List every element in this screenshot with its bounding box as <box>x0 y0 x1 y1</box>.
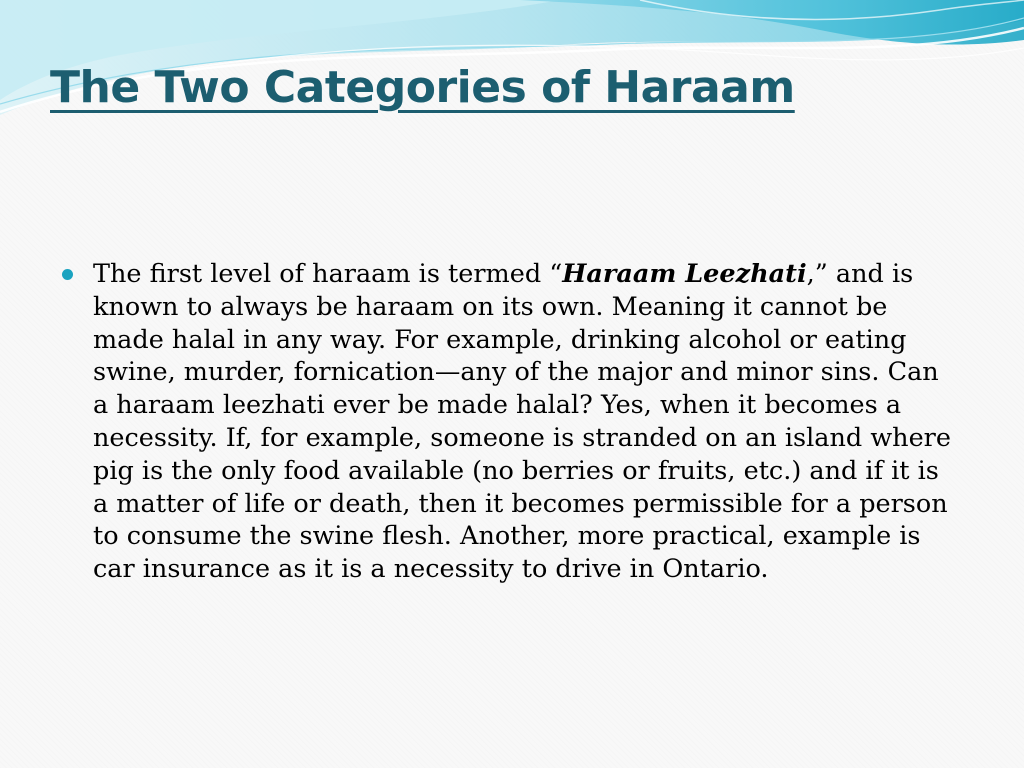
bullet-dot-icon <box>62 269 73 280</box>
bullet-text <box>93 258 959 586</box>
bullet-term: Haraam Leezhati <box>562 259 807 289</box>
slide-title: The Two Categories of Haraam <box>50 62 795 113</box>
bullet-item <box>62 258 962 586</box>
slide-content <box>62 258 962 586</box>
bullet-intro: The first level of haraam is termed “ <box>93 259 563 289</box>
bullet-rest: ,” and is known to always be haraam on its own. Meaning it cannot be made halal in any way. For example, drinking alcohol or eating swine, murder, fornication—any of the major and minor sins. Can a haraam leezhati ever be made halal? Yes, when it becomes a necessity. If, for example, someone is stranded on an island where pig is the only food available (no berries or fruits, etc.) and if it is a matter of life or death, then it becomes permissible for a person to consume the swine flesh. Another, more practical, example is car insurance as it is a necessity to drive in Ontario. <box>93 259 951 585</box>
